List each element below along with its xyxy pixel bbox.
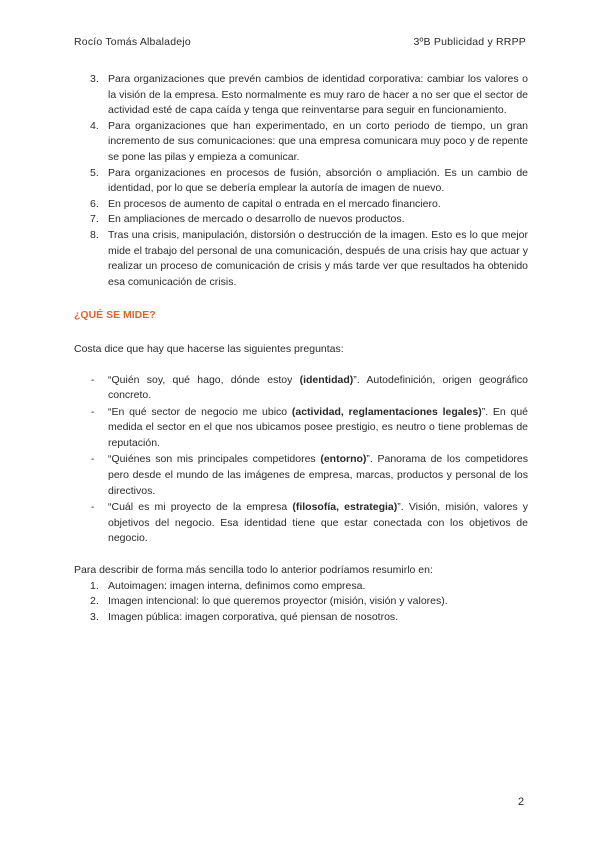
list-item: 7. En ampliaciones de mercado o desarrollo de nuevos productos. xyxy=(90,213,405,226)
list-item: - “Cuál es mi proyecto de la empresa (filosofía, estrategia)”. Visión, misión, valores y objetivos del negocio. Esa identidad tiene que estar conectada con los objetivos de negocio. xyxy=(91,501,528,545)
list-item: - “En qué sector de negocio me ubico (actividad, reglamentaciones legales)”. En qué medida el sector en el que nos ubicamos posee prestigio, es neutro o tiene problemas de reputación. xyxy=(91,405,528,449)
list-item: 3. Para organizaciones que prevén cambios de identidad corporativa: cambiar los valores o la visión de la empresa. Esto normalmente es muy raro de hacer a no ser que el sector de actividad esté de capa caída y tenga que reinventarse para seguir en funcionamiento. xyxy=(90,73,528,117)
numbered-list-cases xyxy=(74,72,528,290)
document-body xyxy=(74,72,528,625)
header-author: Rocío Tomás Albaladejo xyxy=(74,36,191,48)
summary-paragraph: Para describir de forma más sencilla todo lo anterior podríamos resumirlo en: xyxy=(74,564,433,577)
section-heading: ¿QUÉ SE MIDE? xyxy=(74,309,156,322)
list-item: 8. Tras una crisis, manipulación, distorsión o destrucción de la imagen. Esto es lo que mejor mide el trabajo del personal de una comunicación, después de una crisis hay que actuar y realizar un proceso de comunicación de crisis y más tarde ver que resultados ha obtenido esa comunicación de crisis. xyxy=(90,228,528,288)
list-item: - “Quiénes son mis principales competidores (entorno)”. Panorama de los competidores pero desde el mundo de las imágenes de empresa, marcas, productos y personal de los directivos. xyxy=(91,453,528,497)
list-item: - “Quién soy, qué hago, dónde estoy (identidad)”. Autodefinición, origen geográfico concreto. xyxy=(91,373,528,402)
list-item: 5. Para organizaciones en procesos de fusión, absorción o ampliación. Es un cambio de identidad, por lo que se debería emplear la autoría de imagen de nuevo. xyxy=(90,166,528,195)
list-item: 6. En procesos de aumento de capital o entrada en el mercado financiero. xyxy=(90,197,441,210)
list-item: 4. Para organizaciones que han experimentado, en un corto periodo de tiempo, un gran incremento de sus comunicaciones: que una empresa comunicara muy poco y de repente se pone las pilas y empieza a comunicar. xyxy=(90,119,528,163)
intro-paragraph: Costa dice que hay que hacerse las siguientes preguntas: xyxy=(74,342,344,355)
header-course: 3ºB Publicidad y RRPP xyxy=(413,36,526,48)
list-item: 3. Imagen pública: imagen corporativa, qué piensan de nosotros. xyxy=(90,610,399,623)
numbered-list-summary xyxy=(74,579,528,626)
list-item: 1. Autoimagen: imagen interna, definimos como empresa. xyxy=(90,579,366,592)
page-number: 2 xyxy=(518,796,525,808)
question-list xyxy=(74,373,528,548)
list-item: 2. Imagen intencional: lo que queremos proyector (misión, visión y valores). xyxy=(90,595,448,608)
